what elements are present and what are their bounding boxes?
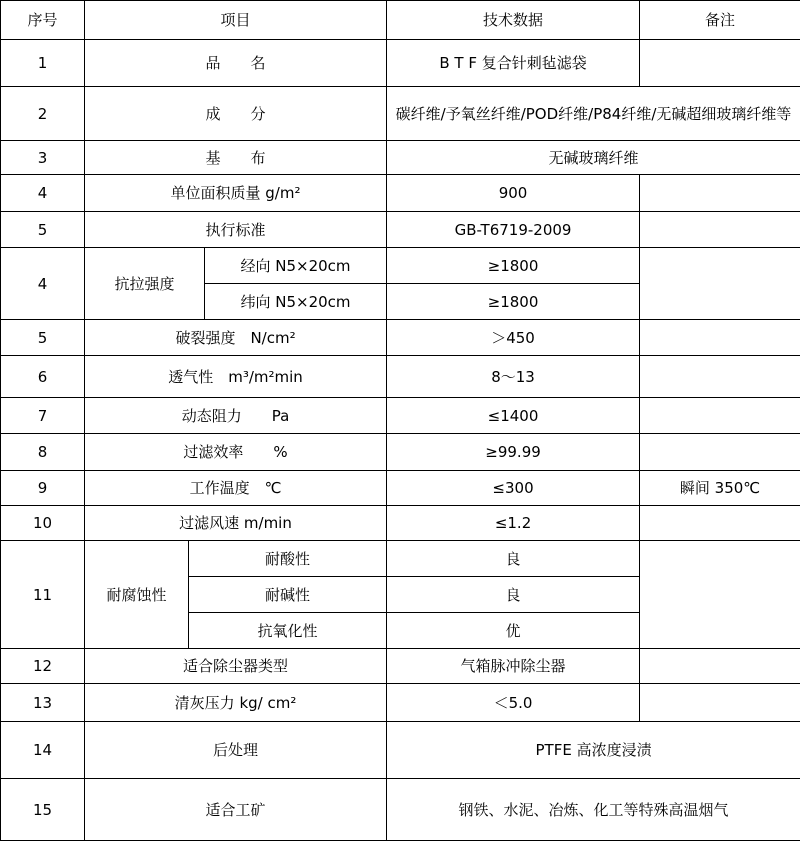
- row-remark: [640, 356, 800, 398]
- table-row: [1, 434, 800, 471]
- row-remark: [640, 40, 800, 87]
- row-subitem: 经向 N5×20cm: [205, 248, 387, 284]
- table-row: [1, 40, 800, 87]
- row-no: 7: [1, 398, 85, 434]
- row-remark: [640, 175, 800, 212]
- row-item: 成 分: [85, 87, 387, 141]
- row-item: 动态阻力 Pa: [85, 398, 387, 434]
- row-no: 12: [1, 649, 85, 684]
- row-remark: [640, 212, 800, 248]
- row-item: 破裂强度 N/cm²: [85, 320, 387, 356]
- row-subitem: 耐酸性: [189, 541, 387, 577]
- row-remark: [640, 649, 800, 684]
- table-row: [1, 471, 800, 506]
- table-row: [1, 356, 800, 398]
- row-value: ≤1.2: [387, 506, 640, 541]
- row-item: 过滤效率 %: [85, 434, 387, 471]
- row-value: ≤300: [387, 471, 640, 506]
- header-remark: 备注: [640, 1, 800, 40]
- row-value: PTFE 高浓度浸渍: [387, 722, 800, 779]
- header-tech: 技术数据: [387, 1, 640, 40]
- row-value: ≤1400: [387, 398, 640, 434]
- row-no: 10: [1, 506, 85, 541]
- row-item: 品 名: [85, 40, 387, 87]
- row-value: 钢铁、水泥、冶炼、化工等特殊高温烟气: [387, 779, 800, 841]
- row-remark: [640, 434, 800, 471]
- row-item: 适合工矿: [85, 779, 387, 841]
- table-row: [1, 212, 800, 248]
- row-item: 基 布: [85, 141, 387, 175]
- table-row: [1, 87, 800, 141]
- row-no: 15: [1, 779, 85, 841]
- row-no: 6: [1, 356, 85, 398]
- row-remark: [640, 248, 800, 320]
- row-value: 气箱脉冲除尘器: [387, 649, 640, 684]
- row-remark: [640, 506, 800, 541]
- row-value: GB-T6719-2009: [387, 212, 640, 248]
- row-value: ≥99.99: [387, 434, 640, 471]
- header-no: 序号: [1, 1, 85, 40]
- row-subitem: 纬向 N5×20cm: [205, 284, 387, 320]
- row-no: 4: [1, 248, 85, 320]
- table-row: [1, 320, 800, 356]
- row-no: 1: [1, 40, 85, 87]
- row-item: 执行标准: [85, 212, 387, 248]
- row-remark: 瞬间 350℃: [640, 471, 800, 506]
- row-no: 13: [1, 684, 85, 722]
- row-subitem: 耐碱性: [189, 577, 387, 613]
- table-row: [1, 649, 800, 684]
- row-value: ＞450: [387, 320, 640, 356]
- row-no: 5: [1, 212, 85, 248]
- row-no: 4: [1, 175, 85, 212]
- row-value: 无碱玻璃纤维: [387, 141, 800, 175]
- table-row: [1, 398, 800, 434]
- row-no: 2: [1, 87, 85, 141]
- header-row: [1, 1, 800, 40]
- row-no: 14: [1, 722, 85, 779]
- row-no: 11: [1, 541, 85, 649]
- row-value: 良: [387, 541, 640, 577]
- row-remark: [640, 541, 800, 649]
- row-value: 优: [387, 613, 640, 649]
- row-item: 工作温度 ℃: [85, 471, 387, 506]
- table-row: [1, 506, 800, 541]
- table-row: [1, 248, 800, 284]
- table-row: [1, 175, 800, 212]
- row-no: 8: [1, 434, 85, 471]
- row-item: 单位面积质量 g/m²: [85, 175, 387, 212]
- table-row: [1, 141, 800, 175]
- table-row: [1, 722, 800, 779]
- row-remark: [640, 684, 800, 722]
- table-row: [1, 779, 800, 841]
- row-item: 适合除尘器类型: [85, 649, 387, 684]
- table-row: [1, 684, 800, 722]
- row-value: ＜5.0: [387, 684, 640, 722]
- row-subitem: 抗氧化性: [189, 613, 387, 649]
- row-value: 900: [387, 175, 640, 212]
- row-item: 后处理: [85, 722, 387, 779]
- row-no: 3: [1, 141, 85, 175]
- row-value: ≥1800: [387, 248, 640, 284]
- row-remark: [640, 320, 800, 356]
- row-value: ≥1800: [387, 284, 640, 320]
- row-item: 耐腐蚀性: [85, 541, 189, 649]
- row-remark: [640, 398, 800, 434]
- row-value: 碳纤维/予氧丝纤维/POD纤维/P84纤维/无碱超细玻璃纤维等: [387, 87, 800, 141]
- header-item: 项目: [85, 1, 387, 40]
- row-value: B T F 复合针刺毡滤袋: [387, 40, 640, 87]
- row-item: 透气性 m³/m²min: [85, 356, 387, 398]
- row-value: 8～13: [387, 356, 640, 398]
- row-item: 过滤风速 m/min: [85, 506, 387, 541]
- table-row: [1, 541, 800, 577]
- row-no: 9: [1, 471, 85, 506]
- row-value: 良: [387, 577, 640, 613]
- row-item: 清灰压力 kg/ cm²: [85, 684, 387, 722]
- row-no: 5: [1, 320, 85, 356]
- row-item: 抗拉强度: [85, 248, 205, 320]
